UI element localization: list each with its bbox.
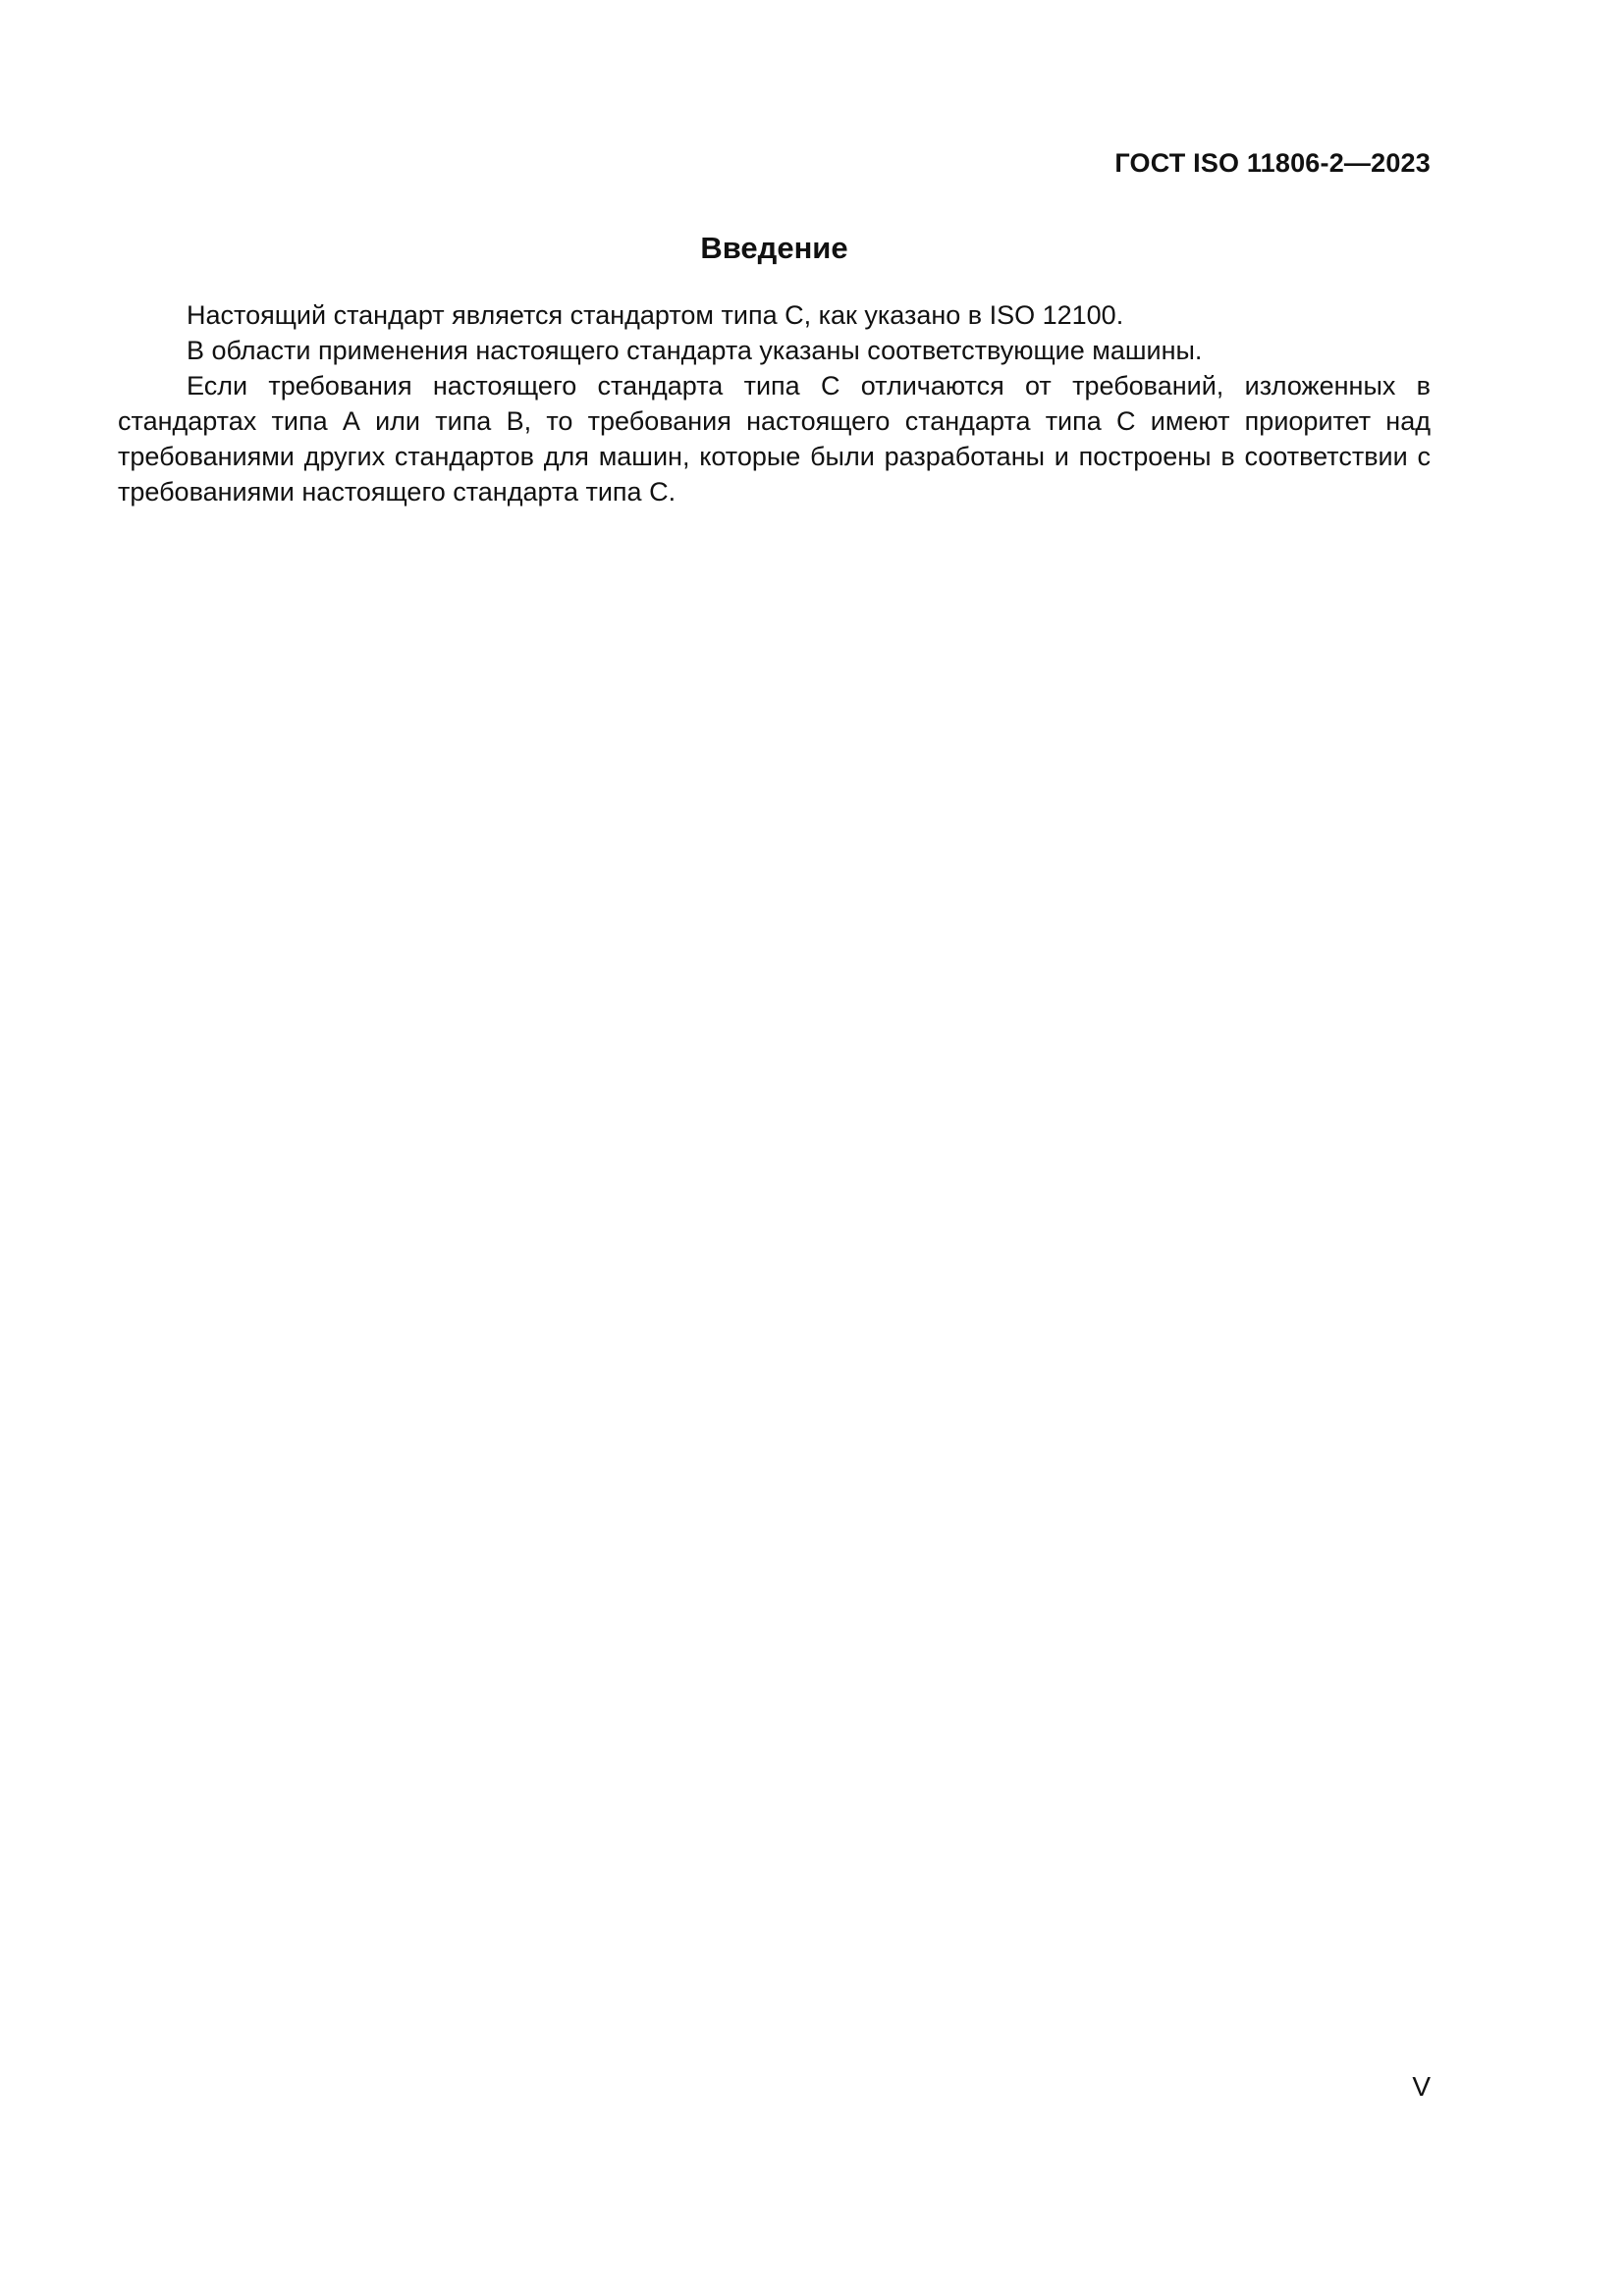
paragraph-1: Настоящий стандарт является стандартом типа С, как указано в ISO 12100.	[187, 300, 1124, 330]
running-header: ГОСТ ISO 11806-2—2023	[1114, 148, 1431, 178]
paragraph-3: Если требования настоящего стандарта типа С отличаются от требований, изложенных в стандартах типа А или типа В, то требования настоящего стандарта типа С имеют приоритет над требованиями других стандартов для машин, которые были разработаны и построены в соответствии с требованиями настоящего стандарта типа С.	[118, 371, 1431, 507]
section-title: Введение	[700, 231, 848, 265]
paragraph-2: В области применения настоящего стандарта указаны соответствующие машины.	[187, 336, 1203, 365]
page-number: V	[1412, 2071, 1431, 2102]
body-text	[118, 297, 1431, 509]
